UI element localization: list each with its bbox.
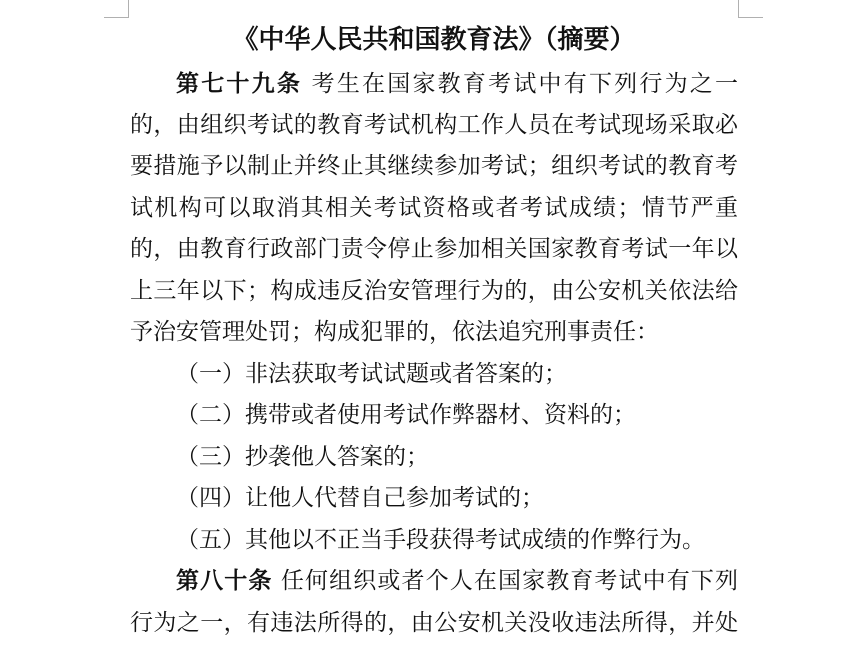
article-79-item-1: （一）非法获取考试试题或者答案的； (176, 361, 567, 387)
article-79-line-2: 的，由组织考试的教育考试机构工作人员在考试现场采取必 (130, 112, 738, 138)
article-80-text-1: 任何组织或者个人在国家教育考试中有下列 (280, 568, 739, 594)
article-79-item-3: （三）抄袭他人答案的； (176, 444, 429, 470)
article-79-line-6: 上三年以下；构成违反治安管理行为的，由公安机关依法给 (130, 278, 738, 304)
article-79-number: 第七十九条 (176, 71, 303, 97)
article-80-line-1 (176, 561, 738, 601)
article-79-line-3: 要措施予以制止并终止其继续参加考试；组织考试的教育考 (130, 153, 738, 179)
corner-mark-top-left-vertical (128, 0, 129, 18)
article-79-line-5: 的，由教育行政部门责令停止参加相关国家教育考试一年以 (130, 236, 738, 262)
article-79-text-1: 考生在国家教育考试中有下列行为之一 (311, 71, 739, 97)
document-title: 《中华人民共和国教育法》（摘要） (232, 25, 636, 55)
article-79-item-2: （二）携带或者使用考试作弊器材、资料的； (176, 402, 636, 428)
article-79-line-4: 试机构可以取消其相关考试资格或者考试成绩；情节严重 (130, 195, 738, 221)
corner-mark-top-right-vertical (738, 0, 739, 18)
article-79-line-1 (176, 64, 738, 104)
article-80-number: 第八十条 (176, 568, 273, 594)
article-79-line-7: 予治安管理处罚；构成犯罪的，依法追究刑事责任： (130, 319, 659, 345)
article-80-line-2: 行为之一，有违法所得的，由公安机关没收违法所得，并处 (130, 610, 738, 636)
corner-mark-top-right-horizontal (738, 17, 763, 18)
corner-mark-top-left-horizontal (104, 17, 129, 18)
article-79-item-4: （四）让他人代替自己参加考试的； (176, 485, 544, 511)
article-79-item-5: （五）其他以不正当手段获得考试成绩的作弊行为。 (176, 527, 705, 553)
